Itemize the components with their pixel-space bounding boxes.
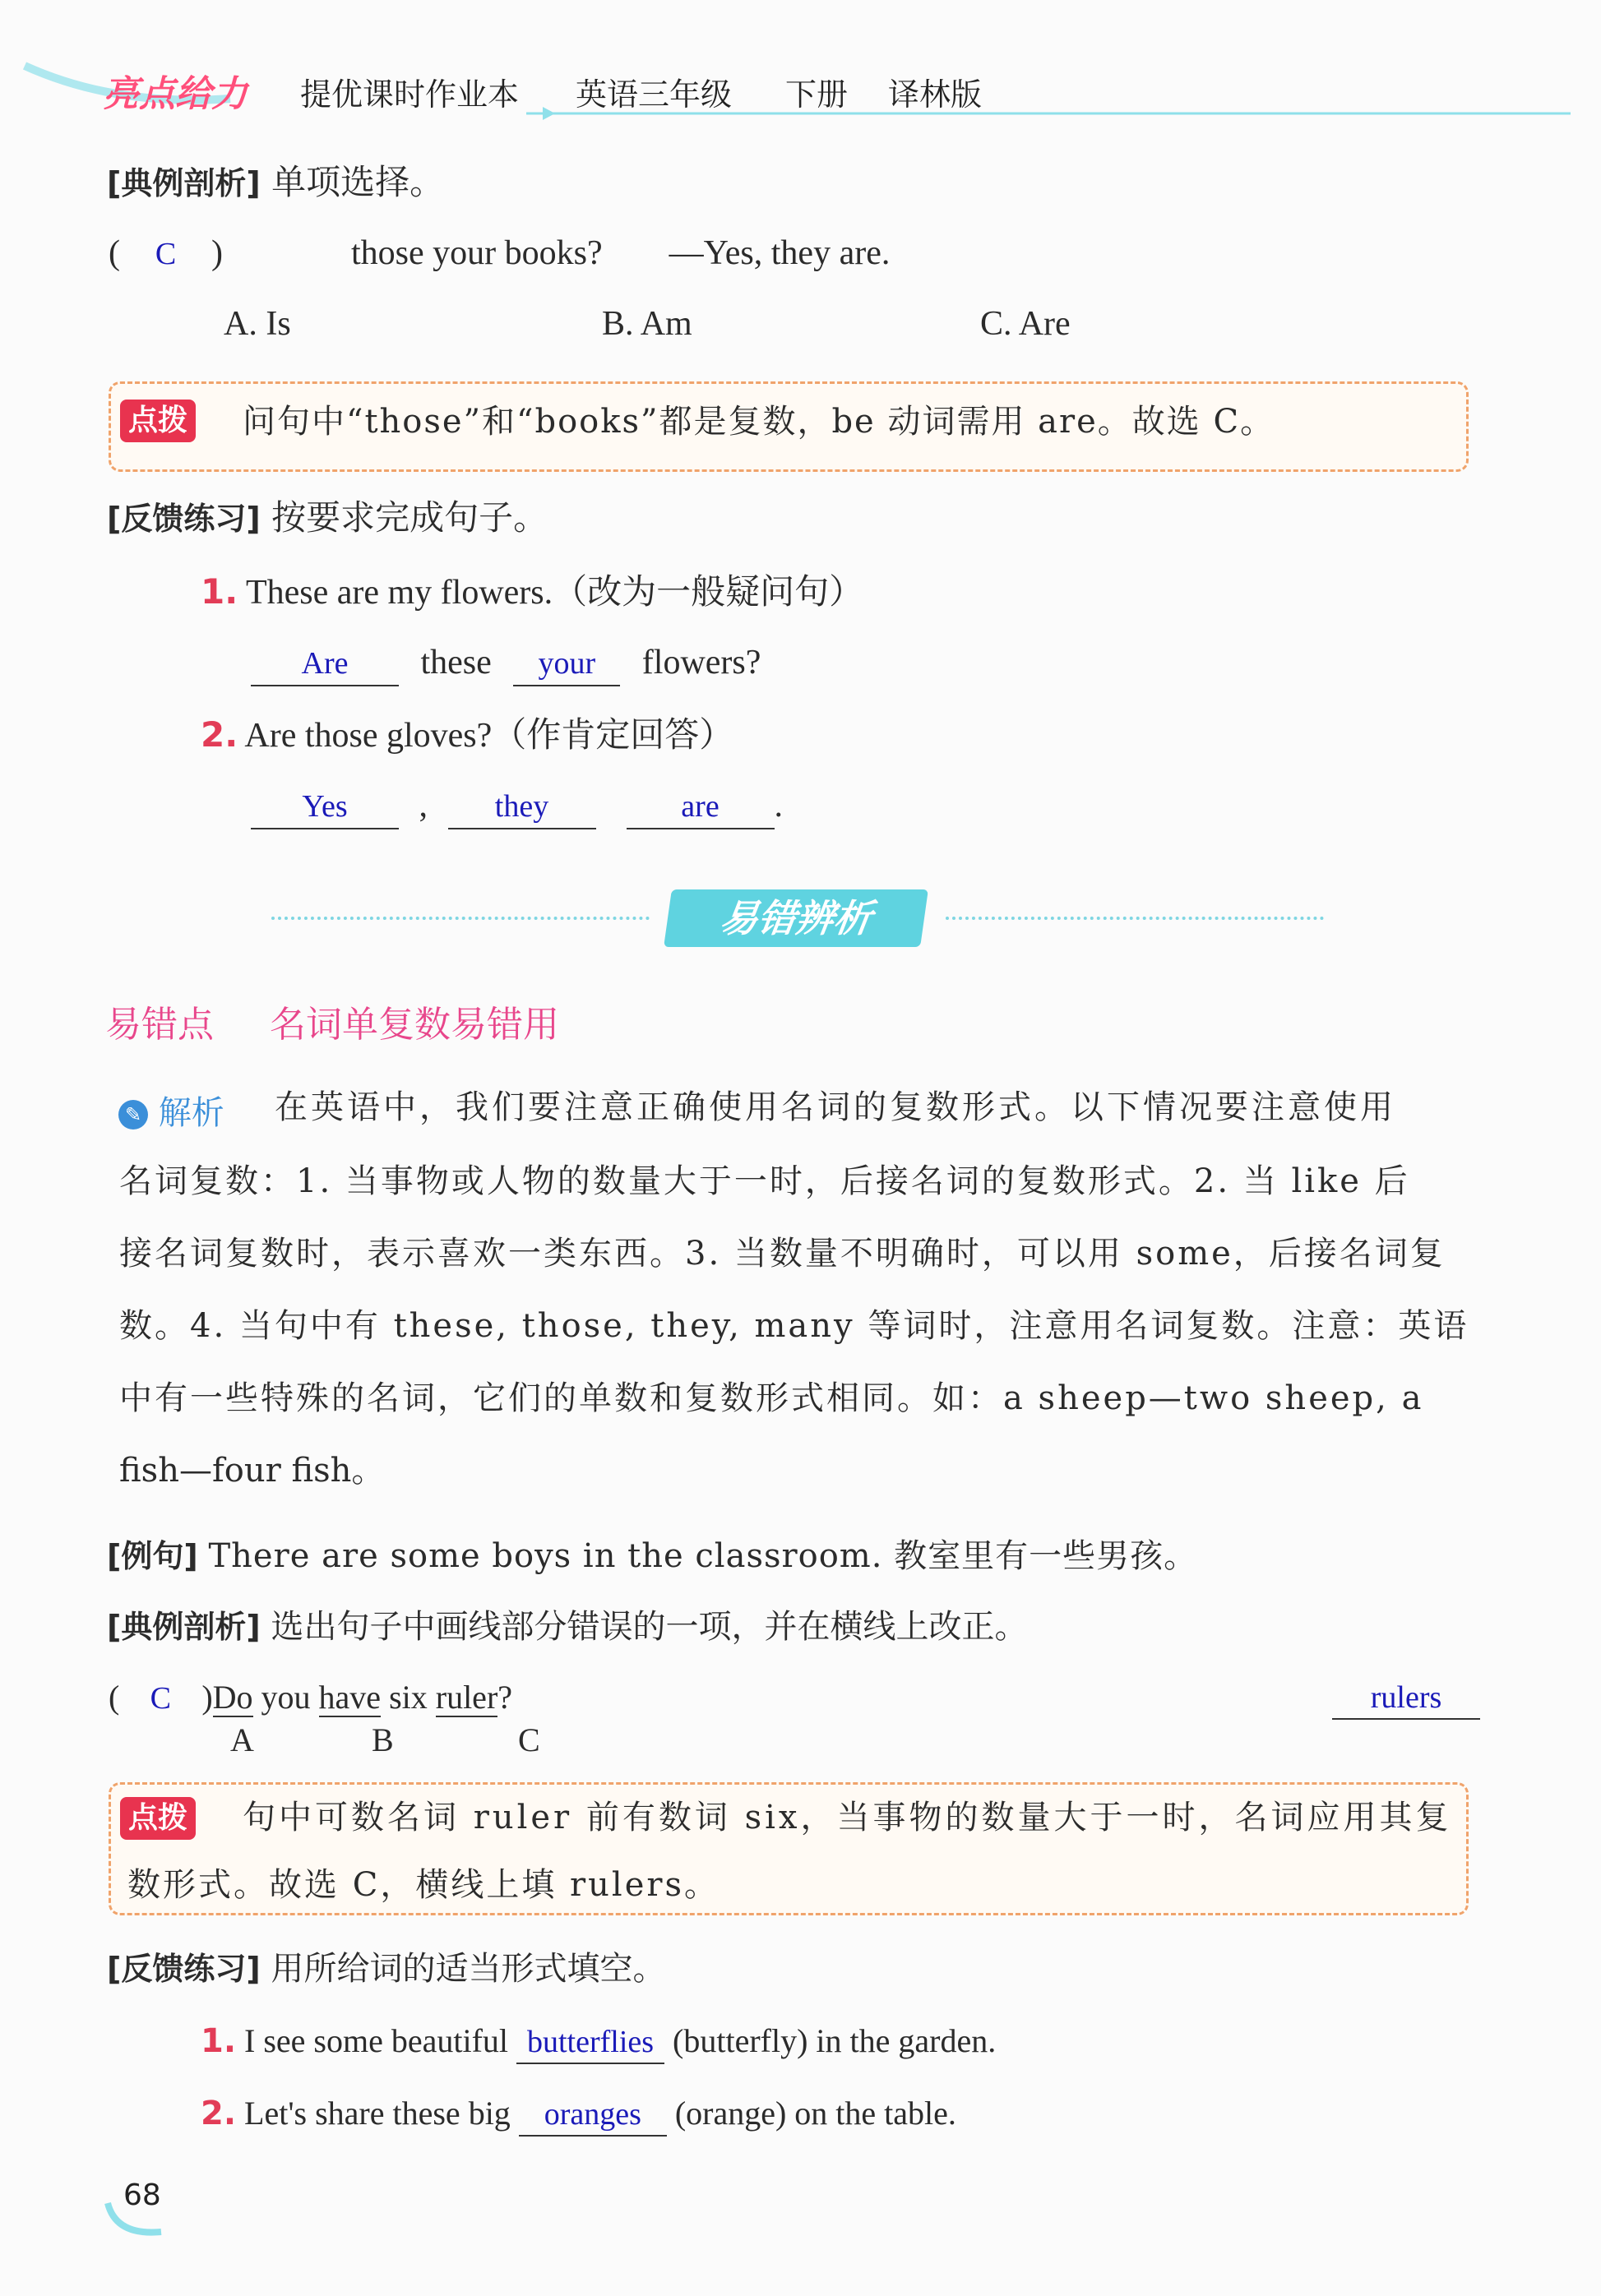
analysis-line-6: fish—four fish。 (119, 1452, 385, 1490)
practice2-instruction: 用所给词的适当形式填空。 (271, 1950, 666, 1988)
practice1-instruction: 按要求完成句子。 (271, 497, 548, 538)
tip2-line-2: 数形式。故选 C，横线上填 rulers。 (127, 1866, 720, 1904)
underlined-word: have (318, 1679, 382, 1716)
practice1-item1-answer (251, 641, 761, 686)
analysis-line-1: 在英语中，我们要注意正确使用名词的复数形式。以下情况要注意使用 (275, 1088, 1396, 1126)
tip2-line-1: 句中可数名词 ruler 前有数词 six，当事物的数量大于一时，名词应用其复 (243, 1799, 1452, 1836)
analysis-line-2: 名词复数：1. 当事物或人物的数量大于一时，后接名词的复数形式。2. 当 like 后 (119, 1162, 1410, 1200)
header-edition: 译林版 (888, 76, 983, 113)
sentence-word: ? (497, 1679, 513, 1716)
example-sentence-text: There are some boys in the classroom. 教室里有一些男孩。 (208, 1537, 1198, 1575)
example1-tag: 典例剖析 (121, 165, 247, 201)
sentence-word: six (389, 1679, 428, 1716)
example2-instruction: 选出句子中画线部分错误的一项，并在横线上改正。 (271, 1608, 1028, 1646)
item-prompt: These are my flowers.（改为一般疑问句） (245, 574, 864, 612)
answer-blank[interactable]: Yes (251, 785, 399, 829)
banner-left-dots (271, 917, 650, 920)
answer-blank[interactable]: your (513, 642, 620, 686)
sentence-part: I see some beautiful (244, 2022, 509, 2059)
banner-right-dots (946, 917, 1324, 920)
example1-option-c: C. Are (980, 305, 1071, 343)
underlined-word: ruler (435, 1679, 498, 1716)
example2-letter-a: A (230, 1721, 254, 1758)
example-sentence: [例句] There are some boys in the classroom. 教室里有一些男孩。 (107, 1537, 1198, 1575)
practice2-heading: [反馈练习] 用所给词的适当形式填空。 (107, 1950, 666, 1988)
sentence-part: , (419, 787, 428, 825)
example1-option-b: B. Am (602, 305, 692, 343)
example2-tag: 典例剖析 (121, 1609, 247, 1645)
practice2-item1 (201, 2021, 996, 2064)
example1-question: ( C ) those your books? —Yes, they are. (109, 232, 890, 275)
analysis-line-5: 中有一些特殊的名词，它们的单数和复数形式相同。如：a sheep—two sheep, a (119, 1379, 1424, 1417)
example2-answer: C (150, 1681, 171, 1716)
example1-answer: C (155, 237, 177, 271)
example2-question: ( C )Do you have six ruler? (109, 1677, 512, 1719)
practice2-tag: 反馈练习 (121, 1951, 247, 1987)
sentence-part: these (420, 644, 492, 681)
sentence-word: you (261, 1679, 311, 1716)
answer-blank[interactable]: Are (251, 642, 399, 686)
sentence-part: Let's share these big (244, 2095, 511, 2132)
example1-response: —Yes, they are. (669, 234, 891, 272)
tip2-badge: 点拨 (120, 1797, 196, 1840)
example1-question-text: those your books? (351, 234, 603, 272)
error-point-title: 名词单复数易错用 (270, 1004, 559, 1046)
example2-letter-c: C (518, 1721, 540, 1758)
item-prompt: Are those gloves?（作肯定回答） (244, 717, 734, 755)
error-point-label: 易错点 (105, 1004, 214, 1046)
answer-blank[interactable]: butterflies (516, 2021, 664, 2064)
underlined-word: Do (212, 1679, 253, 1716)
example2-letter-b: B (372, 1721, 394, 1758)
item-number: 2. (201, 2095, 237, 2132)
practice1-item1 (201, 571, 863, 614)
example1-heading: [典例剖析] 单项选择。 (107, 162, 445, 202)
example1-option-a: A. Is (224, 305, 291, 343)
answer-blank[interactable]: they (448, 785, 596, 829)
answer-blank[interactable]: oranges (519, 2094, 667, 2137)
analysis-line-4: 数。4. 当句中有 these, those, they, many 等词时，注意用名词复数。注意：英语 (119, 1307, 1469, 1345)
example-sentence-tag: 例句 (121, 1538, 184, 1574)
example2-heading: [典例剖析] 选出句子中画线部分错误的一项，并在横线上改正。 (107, 1608, 1028, 1646)
practice1-item2 (201, 714, 733, 757)
analysis-label-text: 解析 (158, 1094, 224, 1132)
tip1-badge: 点拨 (120, 400, 196, 442)
page-number: 68 (123, 2178, 161, 2212)
header-subject: 英语三年级 (576, 76, 733, 113)
header-volume: 下册 (785, 76, 849, 113)
answer-blank[interactable]: are (627, 785, 775, 829)
practice1-heading: [反馈练习] 按要求完成句子。 (107, 497, 548, 538)
sentence-part: (orange) on the table. (674, 2095, 956, 2132)
analysis-label (118, 1087, 224, 1134)
header-series: 提优课时作业本 (300, 76, 520, 113)
practice1-item2-answer (251, 784, 783, 829)
section-banner: 易错辨析 (664, 889, 928, 947)
error-point-heading (105, 995, 559, 1047)
analysis-line-3: 接名词复数时，表示喜欢一类东西。3. 当数量不明确时，可以用 some，后接名词复 (119, 1235, 1446, 1273)
sentence-part: . (774, 787, 783, 825)
sentence-part: (butterfly) in the garden. (673, 2022, 997, 2059)
item-number: 1. (201, 571, 238, 612)
sentence-part: flowers? (641, 644, 761, 681)
practice2-item2 (201, 2093, 956, 2137)
tip1-text: 问句中“those”和“books”都是复数，be 动词需用 are。故选 C。 (243, 403, 1275, 441)
example2-correction[interactable]: rulers (1332, 1677, 1480, 1720)
analysis-icon: ✎ (118, 1100, 148, 1130)
item-number: 2. (201, 714, 238, 755)
example1-instruction: 单项选择。 (271, 162, 445, 202)
brand-logo: 亮点给力 (103, 73, 248, 115)
item-number: 1. (201, 2022, 237, 2060)
practice1-tag: 反馈练习 (121, 501, 247, 537)
